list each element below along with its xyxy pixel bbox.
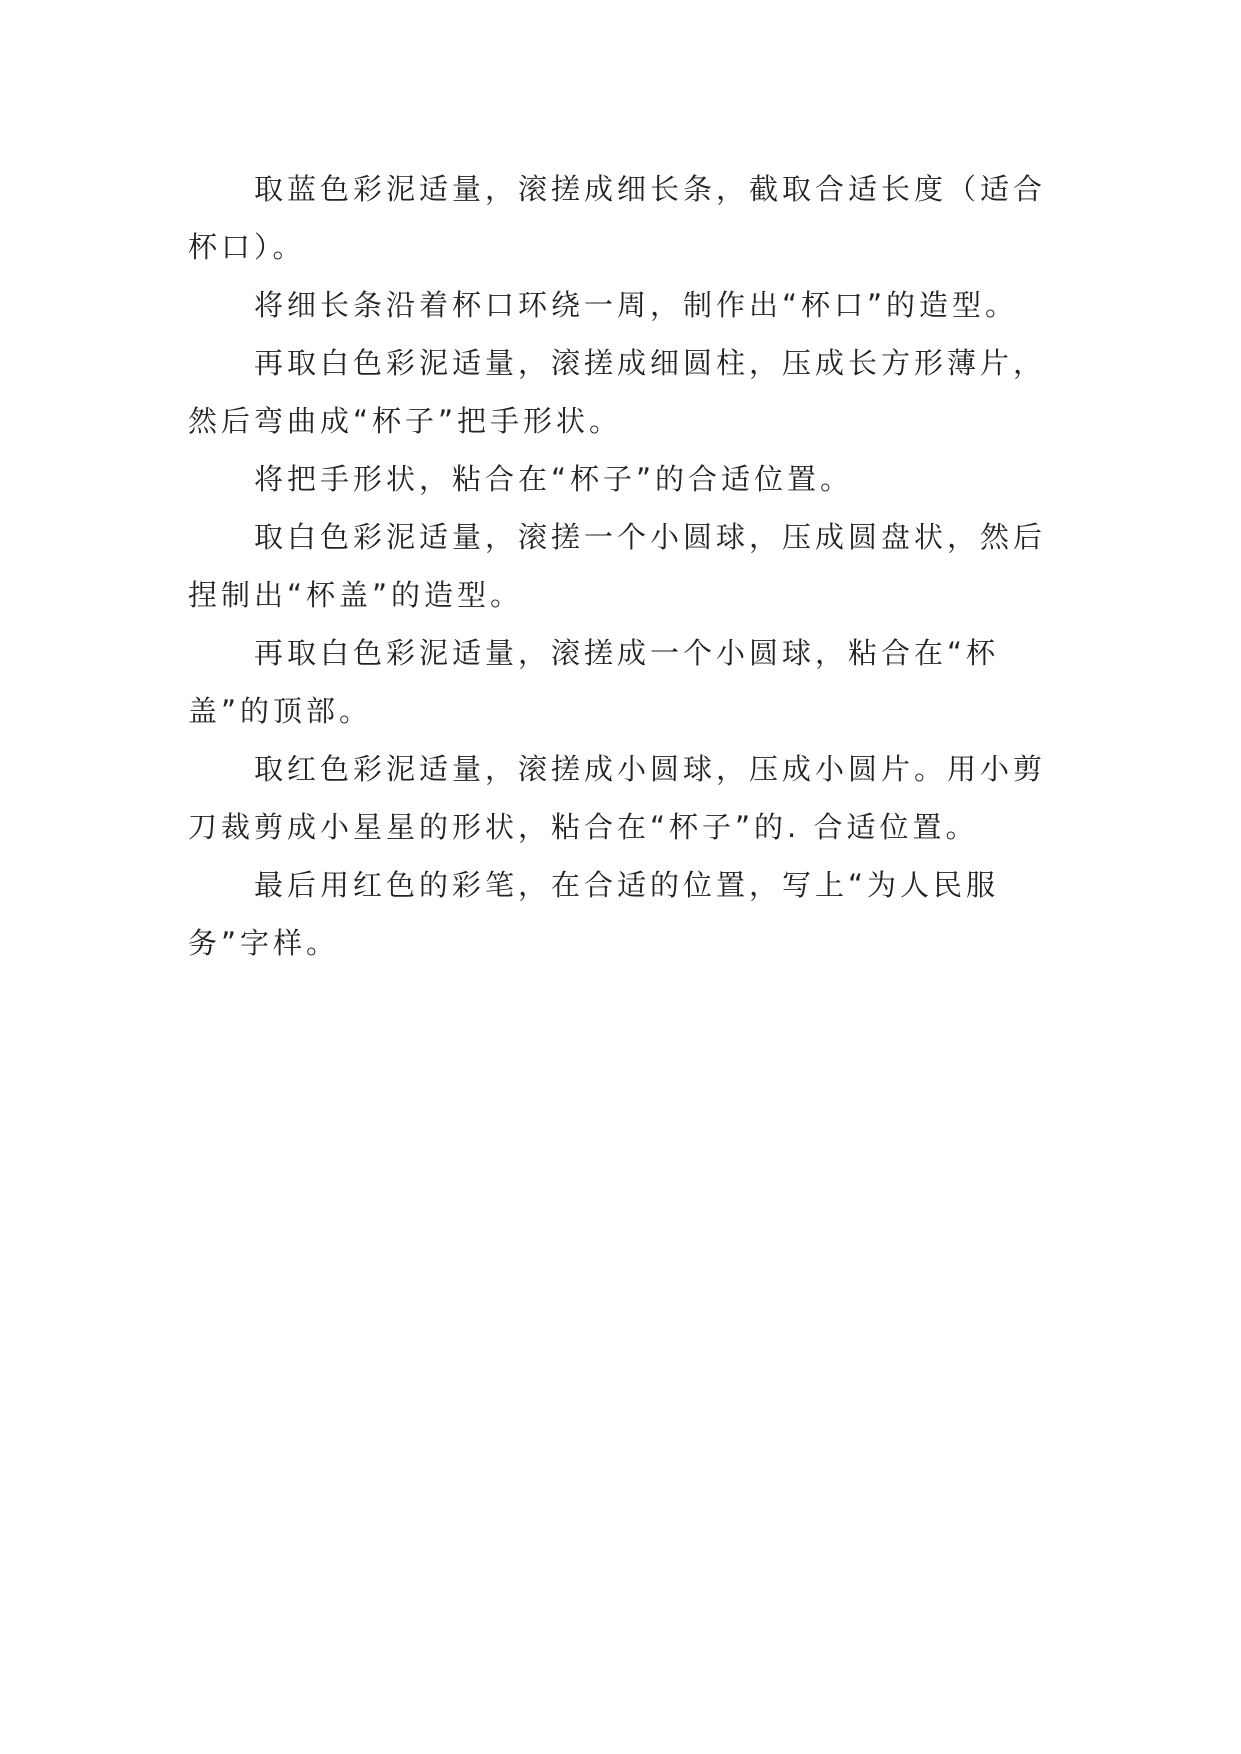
paragraph-3: 再取白色彩泥适量，滚搓成细圆柱，压成长方形薄片，然后弯曲成“杯子”把手形状。 bbox=[188, 346, 1047, 438]
paragraph-2: 将细长条沿着杯口环绕一周，制作出“杯口”的造型。 bbox=[254, 288, 1019, 322]
paragraph-1: 取蓝色彩泥适量，滚搓成细长条，截取合适长度（适合杯口）。 bbox=[188, 172, 1047, 264]
paragraph-6: 再取白色彩泥适量，滚搓成一个小圆球，粘合在“杯盖”的顶部。 bbox=[188, 636, 1000, 728]
paragraph-5: 取白色彩泥适量，滚搓一个小圆球，压成圆盘状，然后捏制出“杯盖”的造型。 bbox=[188, 520, 1047, 612]
paragraph-8: 最后用红色的彩笔，在合适的位置，写上“为人民服务”字样。 bbox=[188, 868, 1000, 960]
paragraph-7: 取红色彩泥适量，滚搓成小圆球，压成小圆片。用小剪刀裁剪成小星星的形状，粘合在“杯子”的. 合适位置。 bbox=[188, 752, 1047, 844]
paragraph-4: 将把手形状，粘合在“杯子”的合适位置。 bbox=[254, 462, 854, 496]
document-body bbox=[188, 160, 1048, 972]
